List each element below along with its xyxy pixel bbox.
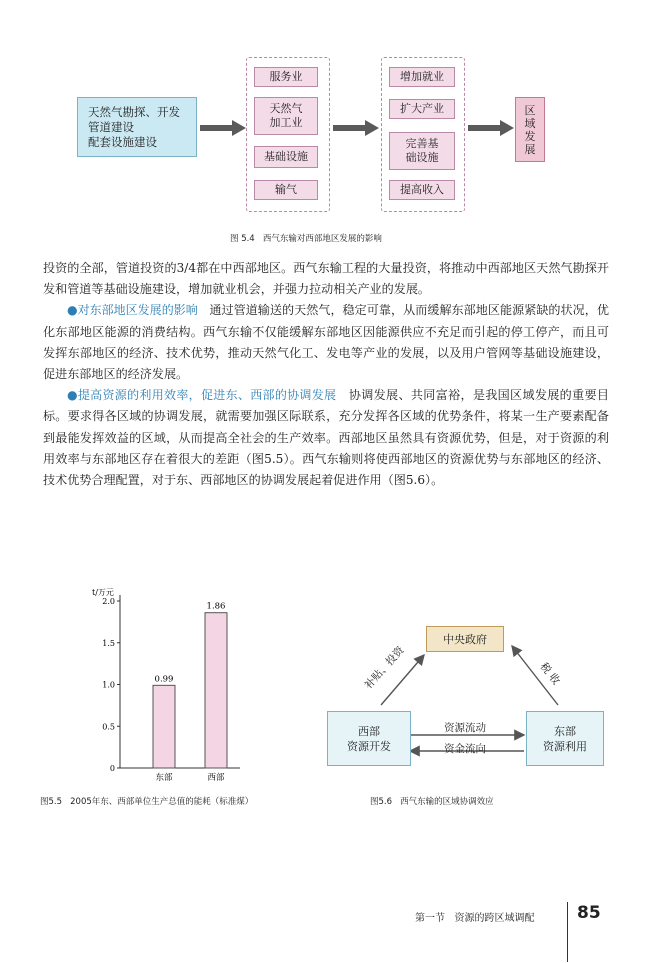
energy-consumption-chart — [60, 585, 290, 785]
y-tick-label: 2.0 — [102, 597, 115, 606]
bar-value-label: 0.99 — [154, 674, 174, 685]
bar-value-label: 1.86 — [206, 601, 226, 612]
capital-flow-label: 资金流向 — [444, 743, 486, 755]
source-line: 配套设施建设 — [88, 134, 157, 149]
figure-5-4-caption: 图 5.4 西气东输对西部地区发展的影响 — [230, 234, 382, 244]
regional-development-box: 区 域 发 展 — [515, 97, 545, 162]
y-tick-label: 1.0 — [102, 680, 115, 690]
source-line: 天然气勘探、开发 — [88, 104, 180, 119]
flow-arrow — [468, 120, 514, 136]
y-tick-label: 0.5 — [102, 722, 115, 732]
section-title: 资源的跨区域调配 — [454, 913, 535, 924]
footer-divider — [567, 902, 568, 962]
keyword-heading: 提高资源的利用效率，促进东、西部的协调发展 — [77, 388, 337, 403]
service-industry-box: 服务业 — [254, 67, 318, 87]
increase-employment-box: 增加就业 — [389, 67, 455, 87]
bar — [153, 685, 175, 768]
paragraph: 投资的全部，管道投资的3/4都在中西部地区。西气东输工程的大量投资，将推动中西部地区天然气勘探开发和管道等基础设施建设，增加就业机会，并强力拉动相关产业的发展。 — [43, 261, 609, 297]
gas-transmission-box: 输气 — [254, 180, 318, 200]
improve-infrastructure-box: 完善基 础设施 — [389, 132, 455, 170]
paragraph: ●提高资源的利用效率，促进东、西部的协调发展 协调发展、共同富裕，是我国区域发展的重要目标。要求得各区域的协调发展，就需要加强区际联系，充分发挥各区域的优势条件，将某一生产要素配备到最能发挥效益的区域，从而提高全社会的生产效率。西部地区虽然具有资源优势，但是，对于资源的利用效率与东部地区存在着很大的差距（图5.5）。西气东输则将使西部地区的资源优势与东部地区的经济、技术优势合理配置，对于东、西部地区的协调发展起着促进作用（图5.6）。 — [43, 388, 609, 488]
west-resource-box: 西部 资源开发 — [327, 711, 411, 766]
investment-source-box — [77, 97, 197, 157]
subsidy-investment-label: 补贴、投资 — [362, 644, 407, 692]
y-tick-label: 1.5 — [102, 638, 115, 648]
keyword-heading: 对东部地区发展的影响 — [77, 303, 198, 318]
paragraph: ●对东部地区发展的影响 通过管道输送的天然气，稳定可靠，从而缓解东部地区能源紧缺的状况，优化东部地区能源的消费结构。西气东输不仅能缓解东部地区因能源供应不充足而引起的停工停产，而且可发挥东部地区的经济、技术优势，推动天然气化工、发电等产业的发展，以及用户管网等基础设施建设，促进东部地区的经济发展。 — [43, 303, 609, 382]
x-tick-label: 西部 — [207, 773, 225, 783]
bar — [205, 613, 227, 768]
section-label: 第一节 — [415, 913, 445, 924]
figure-5-6-caption: 图5.6 西气东输的区域协调效应 — [370, 797, 494, 807]
running-footer — [415, 909, 535, 924]
figure-5-5-caption: 图5.5 2005年东、西部单位生产总值的能耗（标准煤） — [40, 797, 254, 807]
infrastructure-box: 基础设施 — [254, 146, 318, 168]
x-tick-label: 东部 — [155, 773, 173, 783]
tax-label: 税 收 — [537, 660, 562, 688]
page-number: 85 — [577, 903, 601, 923]
y-tick-label: 0 — [109, 764, 115, 773]
raise-income-box: 提高收入 — [389, 180, 455, 200]
flow-arrow — [333, 120, 379, 136]
gas-processing-box: 天然气 加工业 — [254, 97, 318, 135]
body-text — [43, 258, 609, 491]
central-government-box: 中央政府 — [426, 626, 504, 652]
y-axis-label: t/万元 — [92, 588, 114, 597]
source-line: 管道建设 — [88, 119, 134, 134]
east-resource-box: 东部 资源利用 — [526, 711, 604, 766]
resource-flow-label: 资源流动 — [444, 722, 486, 734]
expand-industry-box: 扩大产业 — [389, 99, 455, 119]
flow-arrow — [200, 120, 246, 136]
